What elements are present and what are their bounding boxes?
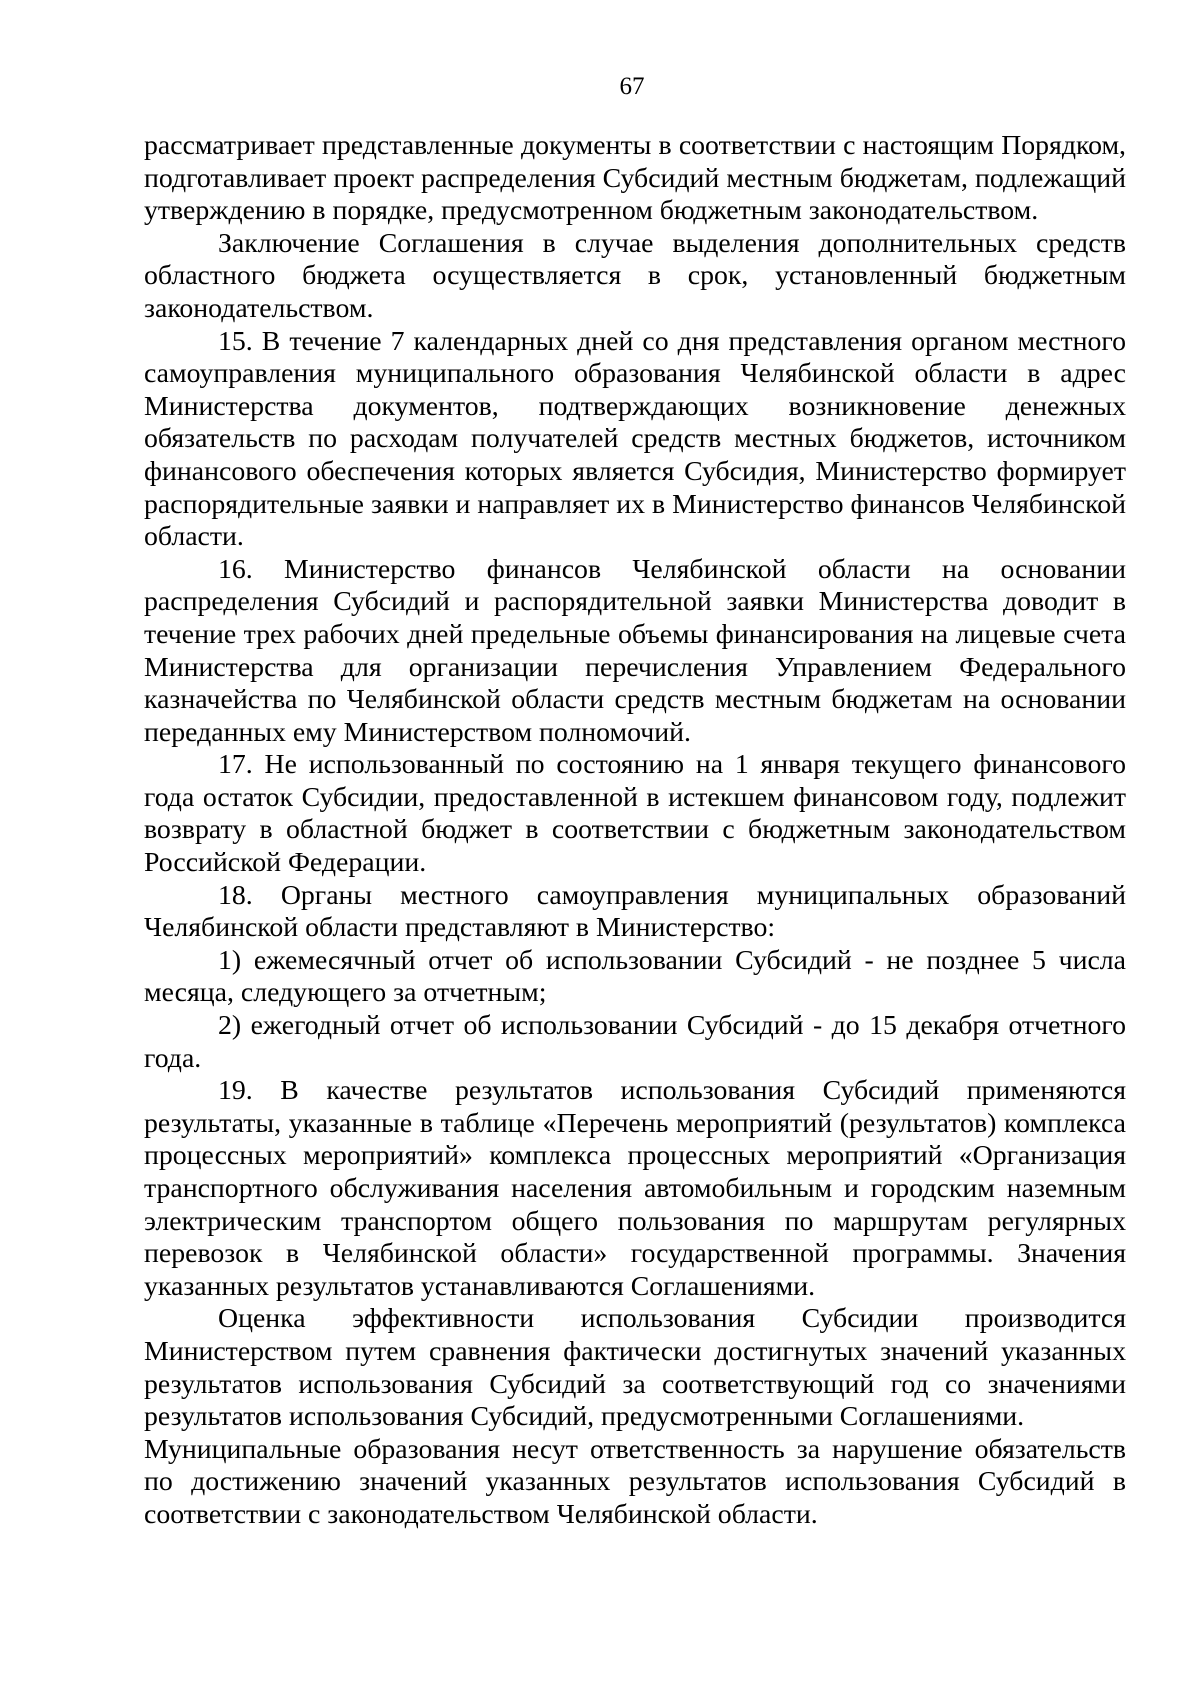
paragraph-efficiency-assessment: Оценка эффективности использования Субсидии производится Министерством путем сравнения фактически достигнутых значений указанных результатов использования Субсидий за соответствующий год со значениями результатов использования Субсидий, предусмотренными Соглашениями. [144,1303,1126,1433]
paragraph-item-17: 17. Не использованный по состоянию на 1 января текущего финансового года остаток Субсидии, предоставленной в истекшем финансовом году, подлежит возврату в областной бюджет в соответствии с бюджетным законодательством Российской Федерации. [144,749,1126,879]
paragraph-item-16: 16. Министерство финансов Челябинской области на основании распределения Субсидий и распорядительной заявки Министерства доводит в течение трех рабочих дней предельные объемы финансирования на лицевые счета Министерства для организации перечисления Управлением Федерального казначейства по Челябинской области средств местным бюджетам на основании переданных ему Министерством полномочий. [144,553,1126,748]
paragraph-continuation: рассматривает представленные документы в соответствии с настоящим Порядком, подготавливает проект распределения Субсидий местным бюджетам, подлежащий утверждению в порядке, предусмотренном бюджетным законодательством. [144,130,1126,227]
paragraph-responsibility: Муниципальные образования несут ответственность за нарушение обязательств по достижению значений указанных результатов использования Субсидий в соответствии с законодательством Челябинской области. [144,1433,1126,1530]
document-body [144,130,1126,1532]
paragraph-item-18: 18. Органы местного самоуправления муниципальных образований Челябинской области представляют в Министерство: [144,879,1126,944]
paragraph-item-15: 15. В течение 7 календарных дней со дня представления органом местного самоуправления муниципального образования Челябинской области в адрес Министерства документов, подтверждающих возникновение денежных обязательств по расходам получателей средств местных бюджетов, источником финансового обеспечения которых является Субсидия, Министерство формирует распорядительные заявки и направляет их в Министерство финансов Челябинской области. [144,325,1126,553]
page-number: 67 [619,73,645,100]
paragraph-agreement-conclusion: Заключение Соглашения в случае выделения дополнительных средств областного бюджета осуществляется в срок, установленный бюджетным законодательством. [144,227,1126,324]
paragraph-item-19: 19. В качестве результатов использования Субсидий применяются результаты, указанные в таблице «Перечень мероприятий (результатов) комплекса процессных мероприятий» комплекса процессных мероприятий «Организация транспортного обслуживания населения автомобильным и городским наземным электрическим транспортом общего пользования по маршрутам регулярных перевозок в Челябинской области» государственной программы. Значения указанных результатов устанавливаются Соглашениями. [144,1075,1126,1302]
paragraph-subitem-1: 1) ежемесячный отчет об использовании Субсидий - не позднее 5 числа месяца, следующего за отчетным; [144,944,1126,1009]
paragraph-subitem-2: 2) ежегодный отчет об использовании Субсидий - до 15 декабря отчетного года. [144,1010,1126,1074]
